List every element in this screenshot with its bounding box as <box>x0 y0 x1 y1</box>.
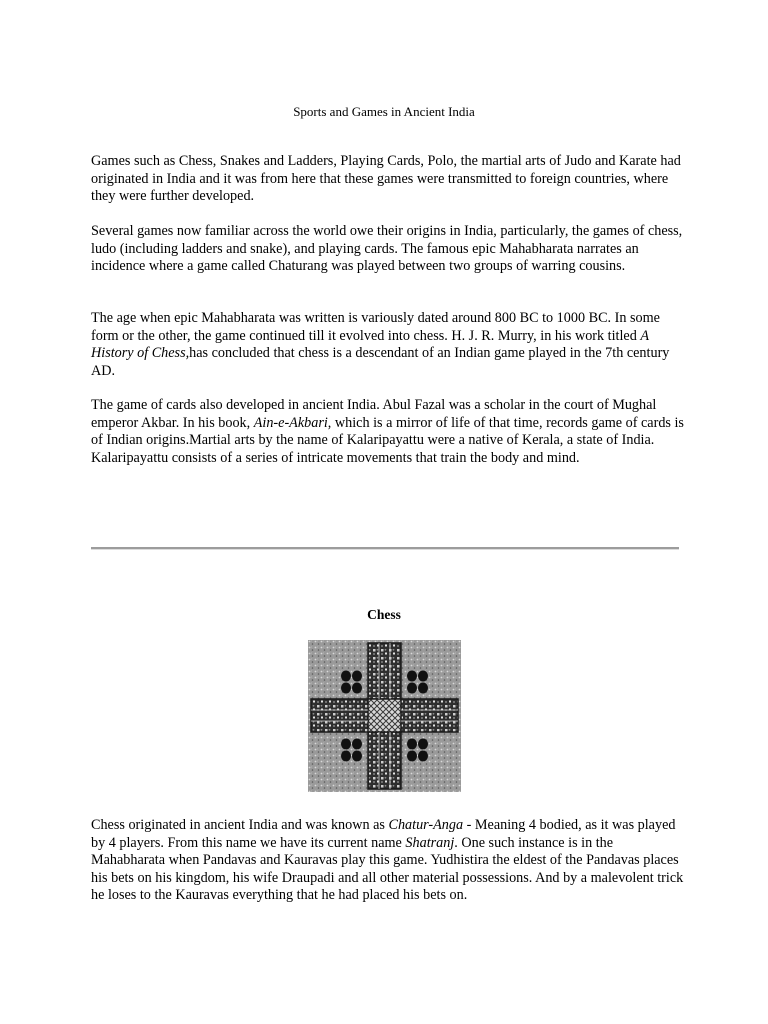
term-shatranj: Shatranj <box>405 834 455 851</box>
text-run: . One such instance is in the Mahabharata when Pandavas and Kauravas play this game. Yudhistira the eldest of the Pandavas places his bets on his kingdom, his wife Draupadi and all other material possessions. And by a malevolent trick he loses to the Kauravas everything that he had placed his bets on. <box>91 834 684 904</box>
text-run: has concluded that chess is a descendant of an Indian game played in the 7th century AD. <box>91 345 670 379</box>
text-run: Chess originated in ancient India and was known as <box>91 817 389 833</box>
term-chatur-anga: Chatur-Anga <box>388 817 464 833</box>
paragraph-games-familiar: Several games now familiar across the world owe their origins in India, particularly, the games of chess, ludo (including ladders and snake), and playing cards. The famous epic Mahabharata narrates an incidence where a game called Chaturang was played between two groups of warring cousins. <box>91 223 683 275</box>
book-title-history-of-chess: A History of Chess, <box>91 327 649 362</box>
chaupar-cross-board-image <box>308 640 461 792</box>
text-run: The game of cards also developed in ancient India. Abul Fazal was a scholar in the court of Mughal emperor Akbar. In his book, <box>91 397 657 431</box>
paragraph-cards-martial-arts <box>91 397 687 467</box>
book-title-ain-e-akbari: Ain-e-Akbari <box>253 414 328 431</box>
paragraph-games-origin: Games such as Chess, Snakes and Ladders, Playing Cards, Polo, the martial arts of Judo and Karate had originated in India and it was from here that these games were transmitted to foreign countries, where they were further developed. <box>91 153 681 205</box>
document-title: Sports and Games in Ancient India <box>293 104 475 119</box>
text-run: The age when epic Mahabharata was written is variously dated around 800 BC to 1000 BC. In some form or the other, the game continued till it evolved into chess. H. J. R. Murry, in his work titled <box>91 310 660 344</box>
section-heading-chess: Chess <box>367 607 401 622</box>
paragraph-chess-origin <box>91 817 687 905</box>
text-run: , which is a mirror of life of that time, records game of cards is of Indian origins.Martial arts by the name of Kalaripayattu were a native of Kerala, a state of India. Kalaripayattu consists of a series of intricate movements that train the body and mind. <box>91 414 684 466</box>
text-run: - Meaning 4 bodied, as it was played by 4 players. From this name we have its current name <box>91 817 676 851</box>
horizontal-rule <box>91 547 679 550</box>
paragraph-mahabharata-age <box>91 310 687 380</box>
